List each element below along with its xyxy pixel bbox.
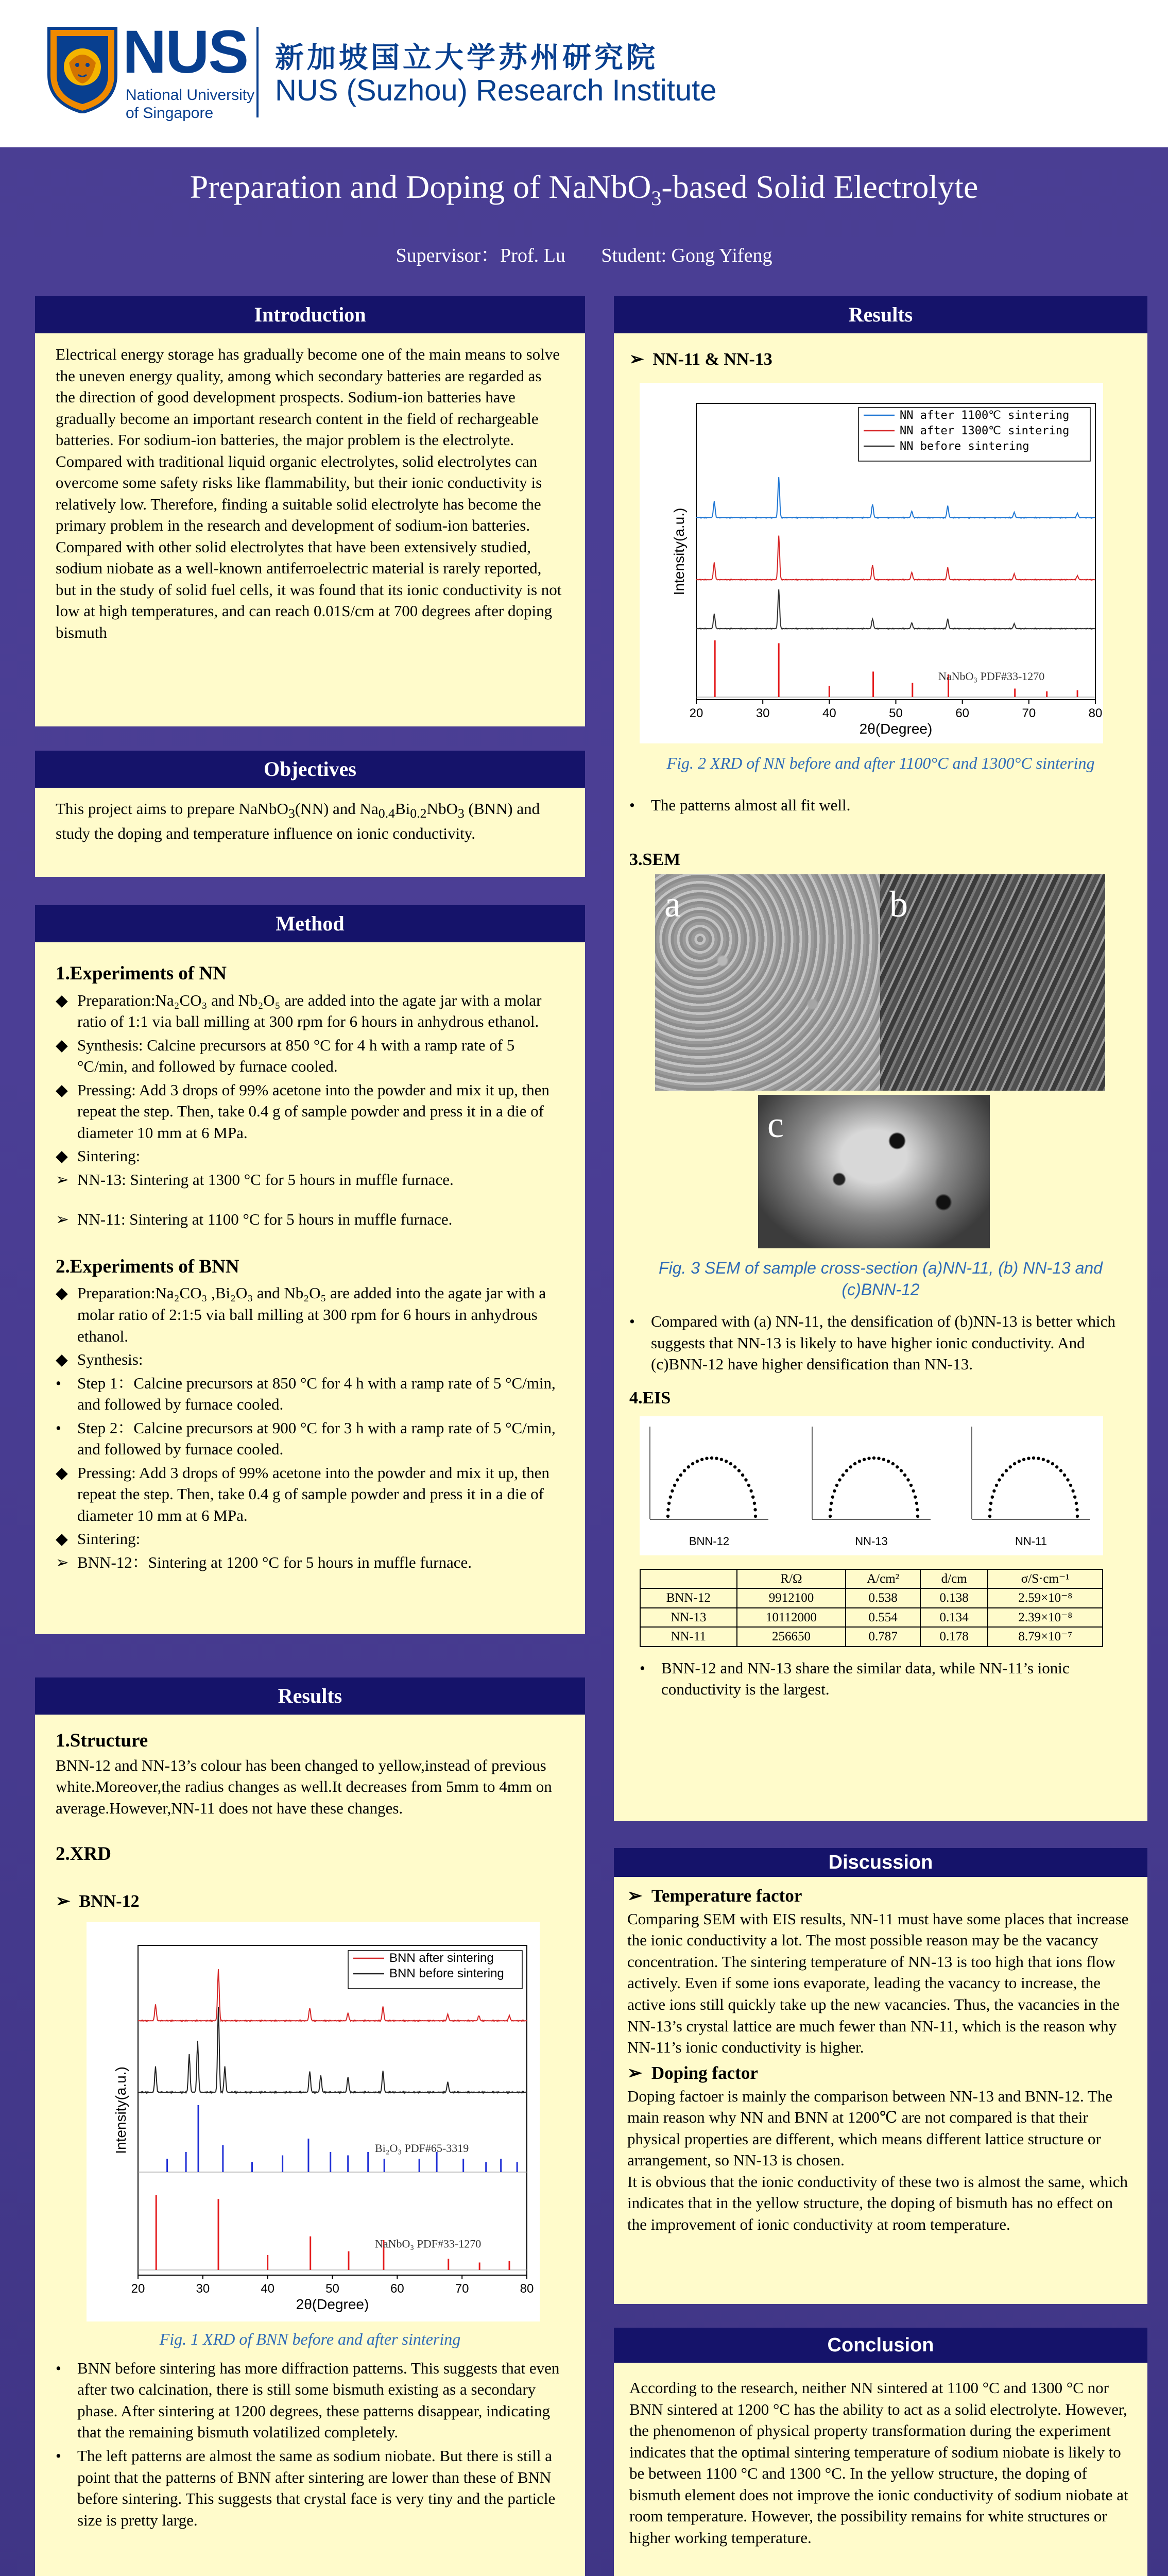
eis-data-point <box>1051 1462 1054 1465</box>
eis-data-point <box>829 1514 832 1517</box>
obj-t1-sub: 3 <box>288 806 295 821</box>
list-item <box>56 1035 564 1077</box>
sem-label-a: a <box>664 884 681 925</box>
plot-frame <box>138 1945 527 2275</box>
eis-data-point <box>667 1501 671 1504</box>
student: Student: Gong Yifeng <box>601 245 772 266</box>
fig2-bullet <box>629 794 1132 816</box>
table-cell: 0.138 <box>920 1588 988 1608</box>
series-line <box>696 477 1095 518</box>
table-header-cell: σ/S·cm⁻¹ <box>988 1569 1103 1589</box>
eis-data-point <box>1066 1478 1069 1481</box>
list-item-text: Sintering: <box>77 1530 141 1548</box>
method-heading: Method <box>35 905 585 942</box>
eis-heading: 4.EIS <box>629 1388 671 1408</box>
discussion-panel <box>614 1848 1147 2304</box>
bullet-icon: • <box>56 1418 61 1437</box>
eis-data-point <box>744 1478 747 1481</box>
eis-data-point <box>909 1483 913 1486</box>
eis-data-point <box>1022 1458 1025 1461</box>
eis-data-point <box>676 1478 679 1481</box>
list-item-text: Sintering: <box>77 1147 141 1165</box>
table-cell: 256650 <box>737 1627 846 1647</box>
nn-experiments-heading: 1.Experiments of NN <box>56 963 227 984</box>
eis-data-point <box>671 1489 674 1492</box>
institute-name-cn: 新加坡国立大学苏州研究院 <box>275 41 658 75</box>
obj-t4: NbO <box>426 800 458 818</box>
xrd-bnn-figure <box>87 1922 540 2321</box>
eis-data-point <box>1009 1465 1012 1468</box>
sem-image-a <box>655 874 880 1091</box>
results-right-heading: Results <box>614 296 1147 333</box>
bullet-icon: • <box>629 1312 635 1331</box>
eis-data-point <box>696 1460 699 1463</box>
obj-t1: This project aims to prepare NaNbO <box>56 800 288 818</box>
legend-entry: NN after 1300℃ sintering <box>900 424 1070 437</box>
series-line <box>696 535 1095 580</box>
bullet-icon: ◆ <box>56 1284 68 1302</box>
title-sub: 3 <box>651 186 662 210</box>
eis-data-point <box>1059 1469 1062 1472</box>
arrow-icon: ➢ <box>627 2062 651 2083</box>
list-item-text: Step 2：Calcine precursors at 900 °C for 3 h with a ramp rate of 5 °C/min, and followed by furnace cooled. <box>77 1418 556 1459</box>
x-tick-label: 30 <box>755 706 770 720</box>
x-tick-label: 50 <box>889 706 903 720</box>
eis-data-point <box>705 1456 708 1460</box>
eis-data-point <box>1076 1514 1079 1517</box>
x-tick-label: 30 <box>196 2282 210 2296</box>
eis-data-point <box>863 1458 866 1461</box>
fig2-caption: Fig. 2 XRD of NN before and after 1100°C and 1300°C sintering <box>666 753 1095 772</box>
eis-data-point <box>729 1462 732 1465</box>
eis-data-point <box>831 1495 834 1498</box>
eis-data-point <box>829 1508 832 1511</box>
x-tick-label: 40 <box>822 706 836 720</box>
eis-data-point <box>916 1514 919 1517</box>
fig3-caption: Fig. 3 SEM of sample cross-section (a)NN-11, (b) NN-13 and (c)BNN-12 <box>659 1259 1103 1299</box>
eis-data-point <box>691 1462 694 1465</box>
obj-t5: (BNN) and study the doping and temperature influence on ionic conductivity. <box>56 800 540 842</box>
list-item <box>56 990 564 1032</box>
eis-figure <box>640 1416 1103 1555</box>
eis-data-point <box>841 1473 845 1476</box>
sem-label-b: b <box>889 884 908 925</box>
table-header-cell: A/cm² <box>846 1569 920 1589</box>
eis-data-point <box>1055 1465 1058 1468</box>
table-row <box>640 1627 1103 1647</box>
discussion-heading: Discussion <box>614 1848 1147 1877</box>
table-header-cell: R/Ω <box>737 1569 846 1589</box>
eis-data-point <box>749 1489 752 1492</box>
doping-factor-text-1: Doping factoer is mainly the comparison between NN-13 and BNN-12. The main reason why NN and BNN at 1200℃ are not compared is that their physical properties are different, which means different lattice structure or arrangement, so NN-13 is chosen. <box>627 2087 1113 2170</box>
eis-data-point <box>858 1460 861 1463</box>
eis-data-point <box>751 1495 754 1498</box>
list-item-text: BNN-12：Sintering at 1200 °C for 5 hours in muffle furnace. <box>77 1553 472 1571</box>
eis-data-point <box>754 1514 757 1517</box>
header <box>0 0 1168 147</box>
eis-data-point <box>838 1478 841 1481</box>
eis-data-point <box>916 1508 919 1511</box>
list-item-text: NN-11: Sintering at 1100 °C for 5 hours in muffle furnace. <box>77 1210 453 1229</box>
eis-charts <box>640 1416 1103 1555</box>
sem-bullet-text: Compared with (a) NN-11, the densification of (b)NN-13 is better which suggests that NN-13 is likely to have higher ionic conductivity. And (c)BNN-12 have higher densification than NN-13. <box>651 1312 1115 1374</box>
nus-crest-icon <box>46 26 118 113</box>
eis-bullet <box>640 1657 1132 1700</box>
y-axis-label: Intensity(a.u.) <box>113 2066 129 2155</box>
title-part1: Preparation and Doping of NaNbO <box>190 168 651 205</box>
objectives-heading: Objectives <box>35 751 585 788</box>
eis-data-point <box>753 1501 756 1504</box>
list-item-text: Step 1：Calcine precursors at 850 °C for 4 h with a ramp rate of 5 °C/min, and followed by furnace cooled. <box>77 1374 556 1414</box>
temp-factor-heading-text: Temperature factor <box>651 1886 802 1906</box>
eis-data-point <box>1063 1473 1066 1476</box>
eis-data-point <box>1037 1456 1040 1460</box>
table-row <box>640 1588 1103 1608</box>
xrd-bnn-chart <box>87 1922 540 2321</box>
sem-bullet <box>629 1311 1132 1375</box>
reference-label: NaNbO₃ PDF#33-1270 <box>375 2237 482 2250</box>
bnn12-heading <box>56 1890 564 1913</box>
eis-data-point <box>720 1458 723 1461</box>
list-item-text: Preparation:Na₂CO₃ ,Bi₂O₃ and Nb₂O₅ are added into the agate jar with a molar ratio of 2:1:5 via ball milling at 300 rpm for 6 hours in anhydrous ethanol. <box>77 1284 546 1345</box>
eis-data-point <box>737 1469 741 1472</box>
eis-data-point <box>867 1456 870 1460</box>
x-tick-label: 80 <box>520 2282 534 2296</box>
table-cell: 10112000 <box>737 1608 846 1628</box>
eis-data-point <box>1018 1460 1021 1463</box>
bnn12-heading-text: BNN-12 <box>79 1891 140 1911</box>
bullet-icon: ◆ <box>56 1147 68 1165</box>
x-tick-label: 20 <box>689 706 703 720</box>
legend-entry: NN before sintering <box>900 439 1029 453</box>
bnn-experiments-list <box>56 1282 564 1573</box>
xrd-bnn-bullets <box>56 2358 564 2531</box>
poster-title <box>0 168 1168 210</box>
bullet-icon: ➢ <box>56 1170 69 1189</box>
reference-label: NaNbO₃ PDF#33-1270 <box>938 669 1045 683</box>
list-item <box>56 2445 564 2531</box>
xrd-heading: 2.XRD <box>56 1843 111 1865</box>
temp-factor-text: Comparing SEM with EIS results, NN-11 must have some places that increase the ionic conductivity a lot. The most possible reason may be the vacancy concentration. The sintering temperature of NN-13 is too high that ions flow actively. Even if some ions evaporate, leading the vacancy to increase, the active ions still quickly take up the new vacancies. Thus, the vacancies in the NN-13’s crystal lattice are much fewer than NN-11, which is the reason why NN-11’s ionic conductivity is higher. <box>627 1909 1129 2057</box>
eis-data-point <box>747 1483 750 1486</box>
table-row <box>640 1608 1103 1628</box>
logo-nus-text: NUS <box>123 18 248 86</box>
title-part2: -based Solid Electrolyte <box>661 168 978 205</box>
list-item <box>56 1209 564 1230</box>
obj-t2: (NN) and Na <box>295 800 379 818</box>
table-cell: NN-13 <box>640 1608 737 1628</box>
bnn-experiments-heading: 2.Experiments of BNN <box>56 1256 239 1277</box>
eis-data-point <box>753 1508 757 1511</box>
legend-entry: BNN before sintering <box>389 1967 504 1981</box>
bullet-icon: ◆ <box>56 1530 68 1548</box>
list-item <box>56 1552 564 1573</box>
eis-data-point <box>988 1508 991 1511</box>
eis-data-point <box>989 1501 992 1504</box>
eis-data-point <box>914 1495 917 1498</box>
list-item-text: The left patterns are almost the same as sodium niobate. But there is still a point that the patterns of BNN after sintering are lower than these of BNN before sintering. This suggests that crystal face is very tiny and the particle size is pretty large. <box>77 2447 556 2529</box>
eis-data-point <box>896 1465 899 1468</box>
eis-data-point <box>1069 1483 1072 1486</box>
logo-sub-line2: of Singapore <box>126 104 214 122</box>
table-cell: NN-11 <box>640 1627 737 1647</box>
legend-entry: BNN after sintering <box>389 1951 494 1965</box>
list-item <box>56 1372 564 1415</box>
eis-data-point <box>725 1460 728 1463</box>
eis-data-point <box>906 1478 909 1481</box>
eis-data-point <box>991 1495 994 1498</box>
bullet-icon: ◆ <box>56 991 68 1009</box>
list-item <box>56 1417 564 1460</box>
eis-data-point <box>882 1458 885 1461</box>
x-axis-label: 2θ(Degree) <box>296 2296 369 2313</box>
obj-t3: Bi <box>394 800 410 818</box>
eis-data-point <box>679 1473 682 1476</box>
table-cell: 2.39×10⁻⁸ <box>988 1608 1103 1628</box>
eis-data-point <box>700 1458 703 1461</box>
table-cell: 8.79×10⁻⁷ <box>988 1627 1103 1647</box>
eis-bullet-text: BNN-12 and NN-13 share the similar data, while NN-11’s ionic conductivity is the largest. <box>661 1658 1070 1699</box>
y-axis-label: Intensity(a.u.) <box>671 507 687 595</box>
eis-data-point <box>733 1465 736 1468</box>
eis-data-point <box>900 1469 903 1472</box>
eis-data-point <box>1005 1469 1008 1472</box>
x-axis-label: 2θ(Degree) <box>859 720 933 737</box>
results-left-heading: Results <box>35 1677 585 1715</box>
obj-t3-sub: 0.2 <box>410 806 427 821</box>
table-cell: 0.538 <box>846 1588 920 1608</box>
eis-data-point <box>687 1465 690 1468</box>
table-header-row <box>640 1569 1103 1589</box>
x-tick-label: 80 <box>1088 706 1103 720</box>
eis-data-point <box>872 1456 875 1459</box>
x-tick-label: 40 <box>261 2282 275 2296</box>
eis-data-point <box>1075 1501 1078 1504</box>
x-tick-label: 20 <box>131 2282 145 2296</box>
x-tick-label: 60 <box>390 2282 404 2296</box>
eis-data-point <box>1071 1489 1074 1492</box>
doping-factor-heading <box>627 2061 1134 2086</box>
list-item <box>56 1462 564 1527</box>
x-tick-label: 70 <box>1022 706 1036 720</box>
table-header-cell: d/cm <box>920 1569 988 1589</box>
eis-data-point <box>741 1473 744 1476</box>
eis-data-point <box>1075 1508 1078 1511</box>
nn-heading-text: NN-11 & NN-13 <box>652 350 772 369</box>
introduction-panel <box>35 296 585 726</box>
series-line <box>696 589 1095 629</box>
eis-data-point <box>988 1514 991 1517</box>
eis-data-point <box>912 1489 915 1492</box>
bullet-icon: • <box>56 2447 61 2465</box>
poster-subtitle <box>0 239 1168 267</box>
list-item-text: NN-13: Sintering at 1300 °C for 5 hours in muffle furnace. <box>77 1170 454 1189</box>
eis-data-point <box>1001 1473 1004 1476</box>
list-item <box>56 1282 564 1347</box>
eis-data-point <box>992 1489 995 1492</box>
fig2-bullet-text: The patterns almost all fit well. <box>651 796 851 815</box>
eis-data-point <box>903 1473 906 1476</box>
list-item <box>56 1169 564 1191</box>
nn-experiments-list <box>56 990 564 1230</box>
institute-name-en: NUS (Suzhou) Research Institute <box>275 74 717 107</box>
logo-nus-subtitle <box>126 87 254 122</box>
arrow-icon: ➢ <box>627 1886 651 1906</box>
table-cell: 0.134 <box>920 1608 988 1628</box>
bullet-icon: ➢ <box>56 1210 69 1229</box>
eis-data-point <box>673 1483 676 1486</box>
bullet-icon: ◆ <box>56 1080 68 1099</box>
structure-text: BNN-12 and NN-13’s colour has been changed to yellow,instead of previous white.Moreover,the radius changes as well.It decreases from 5mm to 4mm on average.However,NN-11 does not have these changes. <box>56 1756 552 1817</box>
arrow-icon: ➢ <box>629 350 653 369</box>
list-item-text: Pressing: Add 3 drops of 99% acetone into the powder and mix it up, then repeat the step. Then, take 0.4 g of sample powder and press it in a die of diameter 10 mm at 6 MPa. <box>77 1463 549 1524</box>
sem-heading: 3.SEM <box>629 850 681 869</box>
eis-data-point <box>1032 1456 1035 1459</box>
eis-data-point <box>1073 1495 1076 1498</box>
results-left-panel <box>35 1677 585 2576</box>
results-right-panel <box>614 296 1147 1821</box>
eis-data-point <box>1046 1460 1050 1463</box>
eis-data-point <box>887 1460 890 1463</box>
table-cell: 0.787 <box>846 1627 920 1647</box>
list-item <box>56 1145 564 1167</box>
x-tick-label: 50 <box>325 2282 339 2296</box>
sem-label-c: c <box>767 1104 784 1146</box>
table-cell: 9912100 <box>737 1588 846 1608</box>
logo-divider <box>256 27 259 117</box>
eis-data-point <box>998 1478 1001 1481</box>
eis-data-point <box>1042 1458 1045 1461</box>
eis-data-point <box>849 1465 852 1468</box>
fig1-caption: Fig. 1 XRD of BNN before and after sintering <box>159 2330 461 2349</box>
eis-table <box>640 1569 1103 1647</box>
list-item-text: Synthesis: <box>77 1350 143 1369</box>
eis-data-point <box>833 1489 836 1492</box>
supervisor: Supervisor：Prof. Lu <box>396 245 565 266</box>
sem-image-c <box>758 1095 990 1248</box>
method-panel <box>35 905 585 1634</box>
legend-entry: NN after 1100℃ sintering <box>900 409 1070 422</box>
list-item-text: Pressing: Add 3 drops of 99% acetone into the powder and mix it up, then repeat the step. Then, take 0.4 g of sample powder and press it in a die of diameter 10 mm at 6 MPa. <box>77 1080 549 1142</box>
eis-data-point <box>830 1501 833 1504</box>
bullet-icon: ◆ <box>56 1036 68 1054</box>
obj-t4-sub: 3 <box>457 806 465 821</box>
introduction-heading: Introduction <box>35 296 585 333</box>
list-item <box>56 1079 564 1144</box>
eis-data-point <box>1013 1462 1016 1465</box>
eis-data-point <box>669 1495 672 1498</box>
doping-factor-text-2: It is obvious that the ionic conductivity of these two is almost the same, which indicates that in the yellow structure, the doping of bismuth has no effect on the improvement of ionic conductivity at room temperature. <box>627 2172 1128 2233</box>
xrd-nn-chart <box>640 383 1103 743</box>
arrow-icon: ➢ <box>56 1891 79 1911</box>
bullet-icon: • <box>56 2359 61 2377</box>
eis-data-point <box>835 1483 838 1486</box>
eis-data-point <box>715 1456 718 1460</box>
reference-label: Bi₂O₃ PDF#65-3319 <box>375 2142 469 2155</box>
eis-data-point <box>891 1462 895 1465</box>
conclusion-panel <box>614 2328 1147 2576</box>
eis-data-point <box>915 1501 918 1504</box>
list-item <box>56 1528 564 1550</box>
nn-heading <box>629 348 1132 371</box>
objectives-panel <box>35 751 585 877</box>
eis-chart-label: BNN-12 <box>689 1534 730 1548</box>
sem-image-b <box>880 874 1105 1091</box>
temp-factor-heading <box>627 1884 1134 1908</box>
x-tick-label: 70 <box>455 2282 469 2296</box>
eis-data-point <box>995 1483 998 1486</box>
x-tick-label: 60 <box>955 706 970 720</box>
list-item-text: BNN before sintering has more diffraction patterns. This suggests that even after two calcination, there is still some bismuth existing as a secondary phase. After sintering at 1200 degrees, these patterns disappear, indicating that the remaining bismuth volatilized completely. <box>77 2359 560 2442</box>
objectives-text <box>56 798 564 844</box>
obj-t2-sub: 0.4 <box>378 806 395 821</box>
logo-sub-line1: National University <box>126 87 255 104</box>
structure-heading: 1.Structure <box>56 1730 148 1751</box>
list-item <box>56 2358 564 2443</box>
bullet-icon: ◆ <box>56 1463 68 1482</box>
list-item <box>56 1349 564 1370</box>
eis-chart-label: NN-11 <box>1015 1534 1047 1548</box>
bullet-icon: ◆ <box>56 1350 68 1369</box>
eis-data-point <box>845 1469 848 1472</box>
eis-data-point <box>710 1456 713 1459</box>
list-item-text: Preparation:Na₂CO₃ and Nb₂O₅ are added into the agate jar with a molar ratio of 1:1 via ball milling at 300 rpm for 6 hours in anhydrous ethanol. <box>77 991 542 1031</box>
doping-factor-heading-text: Doping factor <box>651 2062 758 2083</box>
table-header-cell <box>640 1569 737 1589</box>
table-cell: 0.554 <box>846 1608 920 1628</box>
eis-data-point <box>666 1514 669 1517</box>
bullet-icon: ➢ <box>56 1553 69 1571</box>
eis-data-point <box>853 1462 856 1465</box>
eis-data-point <box>683 1469 686 1472</box>
bullet-icon: • <box>629 796 635 815</box>
sem-figure <box>629 874 1132 1250</box>
table-cell: 2.59×10⁻⁸ <box>988 1588 1103 1608</box>
introduction-text: Electrical energy storage has gradually become one of the main means to solve the uneven energy quality, among which secondary batteries are regarded as the direction of good development prospects. Sodium-ion batteries have gradually become an important research content in the field of rechargeable batteries. For sodium-ion batteries, the major problem is the electrolyte. Compared with traditional liquid organic electrolytes, solid electrolytes can overcome some safety risks like flammability, but their ionic conductivity is relatively low. Therefore, finding a suitable solid electrolyte has become the primary problem in the research and development of sodium-ion batteries. Compared with other solid electrolytes that have been extensively studied, sodium niobate as a well-known antiferroelectric material is rarely reported, but in the study of solid fuel cells, it was found that its ionic conductivity is not low at high temperatures, and can reach 0.01S/cm at 700 degrees after doping bismuth <box>56 345 562 641</box>
list-item-text: Synthesis: Calcine precursors at 850 °C for 4 h with a ramp rate of 5 °C/min, and followed by furnace cooled. <box>77 1036 515 1076</box>
eis-data-point <box>1027 1456 1030 1460</box>
eis-table-wrap <box>640 1569 1103 1647</box>
xrd-nn-figure <box>640 383 1103 743</box>
table-cell: 0.178 <box>920 1627 988 1647</box>
conclusion-text: According to the research, neither NN sintered at 1100 °C and 1300 °C nor BNN sintered at 1200 °C has the ability to act as a solid electrolyte. However, the phenomenon of physical property transformation during the experiment indicates that the optimal sintering temperature of sodium niobate is likely to be between 1100 °C and 1300 °C. In the yellow structure, the doping of bismuth element does not improve the ionic conductivity of sodium niobate at room temperature. However, the possibility remains for white structures or higher working temperature. <box>629 2379 1128 2547</box>
eis-chart-label: NN-13 <box>855 1534 888 1548</box>
conclusion-heading: Conclusion <box>614 2328 1147 2363</box>
eis-data-point <box>666 1508 669 1511</box>
eis-data-point <box>877 1456 880 1460</box>
table-cell: BNN-12 <box>640 1588 737 1608</box>
bullet-icon: • <box>56 1374 61 1392</box>
bullet-icon: • <box>640 1658 645 1677</box>
